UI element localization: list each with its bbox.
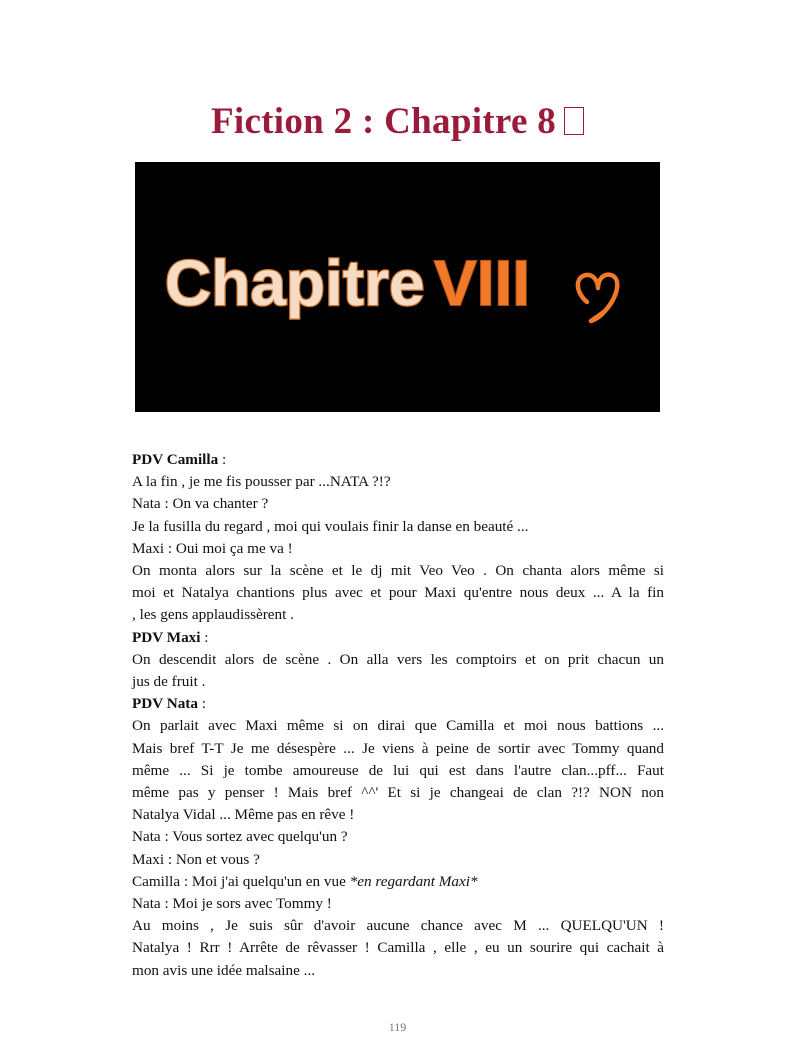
text-line <box>132 516 664 538</box>
stage-direction: *en regardant Maxi* <box>349 872 478 890</box>
text-line <box>132 849 664 871</box>
page-title: Fiction 2 : Chapitre 8 <box>0 100 795 143</box>
line-text: Je la fusilla du regard , moi qui voulais finir la danse en beauté ... <box>132 517 529 535</box>
line-text: Au moins , Je suis sûr d'avoir aucune chance avec M ... QUELQU'UN ! <box>132 917 664 935</box>
text-line <box>132 582 664 604</box>
text-line <box>132 649 664 671</box>
line-text: Maxi : Oui moi ça me va ! <box>132 539 293 557</box>
line-text: même pas y penser ! Mais bref ^^' Et si je changeai de clan ?!? NON non <box>132 784 664 802</box>
line-text: On parlait avec Maxi même si on dirai que Camilla et moi nous battions ... <box>132 717 664 735</box>
speaker-name: PDV Camilla <box>132 451 219 468</box>
line-text: Natalya ! Rrr ! Arrête de rêvasser ! Camilla , elle , eu un sourire qui cachait à <box>132 939 664 957</box>
text-line <box>132 826 664 848</box>
speaker-heading <box>132 449 664 471</box>
text-line <box>132 804 664 826</box>
line-text: Nata : On va chanter ? <box>132 495 269 513</box>
line-text: mon avis une idée malsaine ... <box>132 961 316 979</box>
missing-glyph-box <box>564 107 584 135</box>
text-line <box>132 893 664 915</box>
text-line <box>132 671 664 693</box>
line-text: A la fin , je me fis pousser par ...NATA ?!? <box>132 473 391 491</box>
line-text: Natalya Vidal ... Même pas en rêve ! <box>132 806 355 824</box>
chapter-banner-image <box>135 162 660 412</box>
text-line <box>132 937 664 959</box>
line-text: Nata : Vous sortez avec quelqu'un ? <box>132 828 348 846</box>
speaker-name: PDV Maxi <box>132 628 201 646</box>
line-text: Mais bref T-T Je me désespère ... Je viens à peine de sortir avec Tommy quand <box>132 739 664 757</box>
speaker-colon: : <box>197 695 206 713</box>
speaker-heading <box>132 627 664 649</box>
line-text: , les gens applaudissèrent . <box>132 606 294 624</box>
speaker-name: PDV Nata <box>132 695 198 713</box>
line-text: jus de fruit . <box>132 673 206 691</box>
text-line <box>132 471 664 493</box>
speaker-heading <box>132 693 664 715</box>
speaker-colon: : <box>218 451 227 468</box>
text-line <box>132 493 664 515</box>
line-text: même ... Si je tombe amoureuse de lui qui est dans l'autre clan...pff... Faut <box>132 761 664 779</box>
text-line <box>132 538 664 560</box>
text-line <box>132 738 664 760</box>
text-line <box>132 715 664 737</box>
text-line <box>132 782 664 804</box>
line-text: On descendit alors de scène . On alla vers les comptoirs et on prit chacun un <box>132 650 664 668</box>
banner-text-viii: VIII <box>434 247 531 319</box>
line-text: Nata : Moi je sors avec Tommy ! <box>132 895 332 913</box>
line-text: moi et Natalya chantions plus avec et pour Maxi qu'entre nous deux ... A la fin <box>132 584 664 602</box>
page-number: 119 <box>388 1020 407 1034</box>
text-line <box>132 915 664 937</box>
line-text: On monta alors sur la scène et le dj mit Veo Veo . On chanta alors même si <box>132 562 664 580</box>
story-text <box>132 449 664 982</box>
text-line <box>132 760 664 782</box>
banner-text-chapitre: Chapitre <box>165 247 425 319</box>
text-line <box>132 604 664 626</box>
line-text: Maxi : Non et vous ? <box>132 850 260 868</box>
line-text: Camilla : Moi j'ai quelqu'un en vue <box>132 872 350 890</box>
text-line <box>132 871 664 893</box>
speaker-colon: : <box>200 628 209 646</box>
text-line <box>132 960 664 982</box>
text-line <box>132 560 664 582</box>
